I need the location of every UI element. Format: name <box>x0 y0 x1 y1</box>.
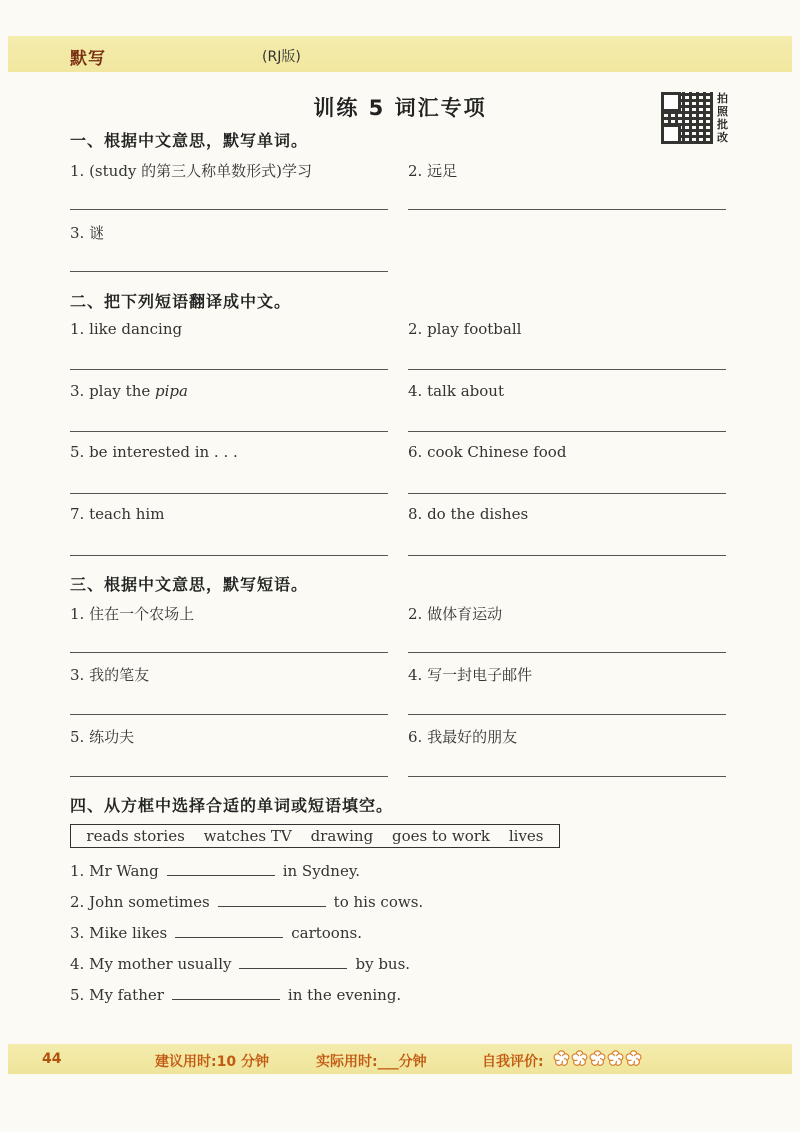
answer-line[interactable] <box>70 369 388 370</box>
s4-sentence-5 <box>70 986 401 1004</box>
answer-line[interactable] <box>70 776 388 777</box>
answer-line[interactable] <box>70 271 388 272</box>
qr-code-icon[interactable] <box>661 92 713 144</box>
s2-item-7: 7. teach him <box>70 505 165 523</box>
word-option: reads stories <box>86 827 185 845</box>
s1-item-3: 3. 谜 <box>70 224 105 242</box>
flower-rating-icon[interactable] <box>571 1050 588 1067</box>
s2-item-3-text: 3. play the <box>70 382 155 400</box>
s4-sentence-pre: 5. My father <box>70 986 164 1004</box>
s4-sentence-1 <box>70 862 360 880</box>
section-1-heading: 一、根据中文意思，默写单词。 <box>70 131 309 150</box>
qr-label: 拍照批改 <box>717 92 728 144</box>
answer-line[interactable] <box>408 714 726 715</box>
answer-line[interactable] <box>70 431 388 432</box>
s2-item-3 <box>70 382 188 400</box>
s4-sentence-pre: 4. My mother usually <box>70 955 232 973</box>
answer-line[interactable] <box>408 555 726 556</box>
s4-sentence-post: to his cows. <box>333 893 424 911</box>
s4-sentence-4 <box>70 955 410 973</box>
fill-blank[interactable] <box>218 893 326 907</box>
s3-item-1: 1. 住在一个农场上 <box>70 605 195 623</box>
answer-line[interactable] <box>408 209 726 210</box>
answer-line[interactable] <box>408 369 726 370</box>
word-option: watches TV <box>203 827 292 845</box>
section-2-heading: 二、把下列短语翻译成中文。 <box>70 292 292 311</box>
actual-time: 实际用时:___分钟 <box>316 1054 427 1070</box>
s4-sentence-post: cartoons. <box>291 924 362 942</box>
answer-line[interactable] <box>70 555 388 556</box>
s3-item-6: 6. 我最好的朋友 <box>408 728 518 746</box>
pipa-word: pipa <box>155 382 188 400</box>
s4-sentence-post: in the evening. <box>287 986 402 1004</box>
s4-sentence-pre: 2. John sometimes <box>70 893 210 911</box>
s2-item-5: 5. be interested in . . . <box>70 443 238 461</box>
flower-rating-icon[interactable] <box>589 1050 606 1067</box>
s3-item-3: 3. 我的笔友 <box>70 666 150 684</box>
s4-sentence-post: by bus. <box>355 955 411 973</box>
answer-line[interactable] <box>70 714 388 715</box>
section-3-heading: 三、根据中文意思，默写短语。 <box>70 575 309 594</box>
s2-item-6: 6. cook Chinese food <box>408 443 567 461</box>
s4-sentence-post: in Sydney. <box>282 862 361 880</box>
page-title: 训练 5 词汇专项 <box>313 96 487 120</box>
rating-flowers[interactable] <box>553 1050 643 1071</box>
answer-line[interactable] <box>70 209 388 210</box>
fill-blank[interactable] <box>239 955 347 969</box>
s1-item-1: 1. (study 的第三人称单数形式)学习 <box>70 162 313 180</box>
suggested-time: 建议用时:10 分钟 <box>155 1054 269 1070</box>
s4-sentence-pre: 3. Mike likes <box>70 924 168 942</box>
s2-item-8: 8. do the dishes <box>408 505 529 523</box>
fill-blank[interactable] <box>175 924 283 938</box>
s4-sentence-2 <box>70 893 423 911</box>
fill-blank[interactable] <box>167 862 275 876</box>
s4-sentence-pre: 1. Mr Wang <box>70 862 159 880</box>
answer-line[interactable] <box>408 431 726 432</box>
s2-item-1: 1. like dancing <box>70 320 183 338</box>
answer-line[interactable] <box>408 652 726 653</box>
flower-rating-icon[interactable] <box>625 1050 642 1067</box>
word-option: drawing <box>310 827 374 845</box>
flower-rating-icon[interactable] <box>607 1050 624 1067</box>
word-option: lives <box>508 827 544 845</box>
word-box <box>70 824 560 848</box>
s3-item-5: 5. 练功夫 <box>70 728 135 746</box>
s2-item-2: 2. play football <box>408 320 522 338</box>
answer-line[interactable] <box>70 652 388 653</box>
s3-item-2: 2. 做体育运动 <box>408 605 503 623</box>
header-bar <box>8 36 792 72</box>
s4-sentence-3 <box>70 924 362 942</box>
edition-label: (RJ版) <box>262 49 301 65</box>
s1-item-2: 2. 远足 <box>408 162 458 180</box>
series-logo: 默写 <box>70 49 106 69</box>
answer-line[interactable] <box>70 493 388 494</box>
section-4-heading: 四、从方框中选择合适的单词或短语填空。 <box>70 796 394 815</box>
fill-blank[interactable] <box>172 986 280 1000</box>
page-number: 44 <box>42 1051 62 1067</box>
s2-item-4: 4. talk about <box>408 382 504 400</box>
answer-line[interactable] <box>408 776 726 777</box>
self-evaluation-label: 自我评价: <box>482 1054 544 1070</box>
flower-rating-icon[interactable] <box>553 1050 570 1067</box>
s3-item-4: 4. 写一封电子邮件 <box>408 666 533 684</box>
answer-line[interactable] <box>408 493 726 494</box>
word-option: goes to work <box>392 827 490 845</box>
